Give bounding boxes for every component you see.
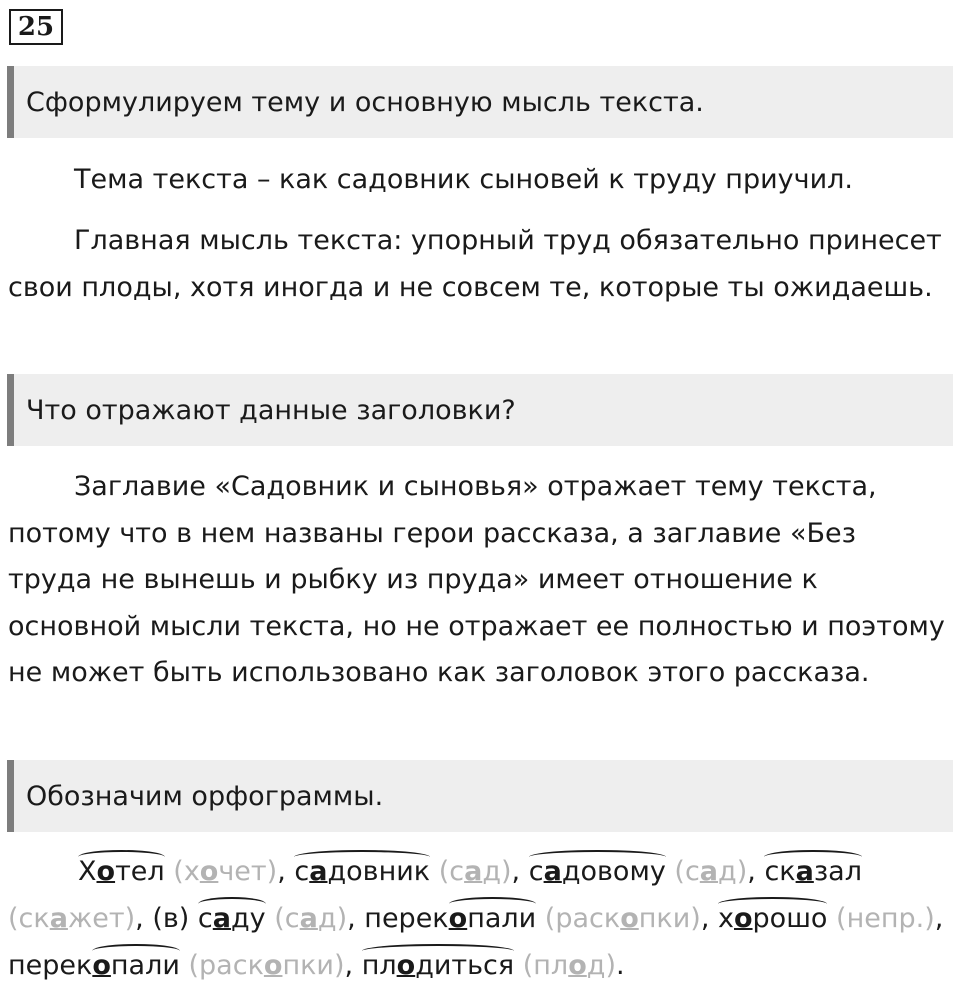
orthogram-word: перек опали (раскопки),	[364, 903, 709, 934]
orthogram-word: хорошо (непр.),	[718, 903, 943, 934]
root-arc	[294, 850, 430, 864]
root-arc	[362, 944, 514, 958]
root-arc	[449, 897, 537, 911]
paragraph-theme: Тема текста – как садовник сыновей к труду приучил.	[74, 164, 853, 195]
orthogram-word: (в) саду (сад),	[152, 903, 355, 934]
root-arc	[529, 850, 666, 864]
section-heading-orthograms: Обозначим орфограммы.	[7, 760, 953, 832]
orthogram-word: перек опали (раскопки),	[8, 950, 353, 981]
root-arc	[764, 850, 862, 864]
paragraph-main-idea: Главная мысль текста: упорный труд обязательно принесет свои плоды, хотя иногда и не совсем те, которые ты ожидаешь.	[8, 225, 942, 303]
orthogram-word: садовому (сад),	[529, 856, 756, 887]
orthogram-list	[8, 848, 958, 989]
orthogram-word: садовник (сад),	[294, 856, 520, 887]
orthogram-word: сказал (скажет),	[8, 856, 862, 934]
root-arc	[92, 944, 180, 958]
section-heading-theme: Сформулируем тему и основную мысль текста.	[7, 66, 953, 138]
task-number: 25	[9, 9, 63, 45]
orthogram-word: Хотел (хочет),	[78, 856, 286, 887]
root-arc	[718, 897, 827, 911]
paragraph-titles: Заглавие «Садовник и сыновья» отражает тему текста, потому что в нем названы герои рассказа, а заглавие «Без труда не вынешь и рыбку из пруда» имеет отношение к основной мысли текста, но не отражает ее полностью и поэтому не может быть использовано как заголовок этого рассказа.	[8, 471, 945, 688]
root-arc	[78, 850, 165, 864]
orthogram-word: плодиться (плод).	[362, 950, 625, 981]
root-arc	[198, 897, 266, 911]
section-heading-titles: Что отражают данные заголовки?	[7, 374, 953, 446]
